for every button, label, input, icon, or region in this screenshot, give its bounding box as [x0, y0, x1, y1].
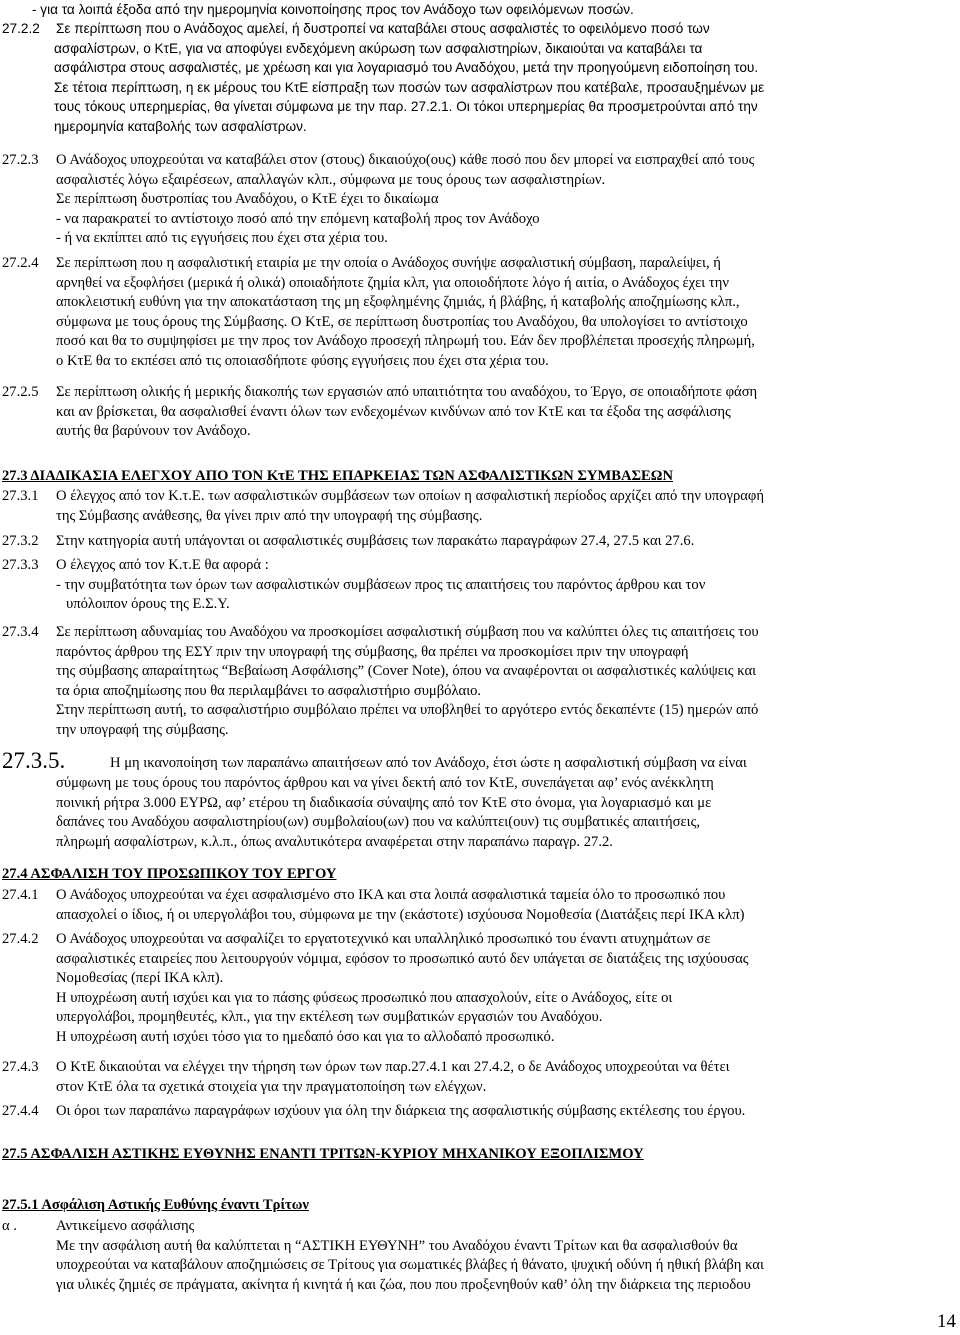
- text-line: Στην περίπτωση αυτή, το ασφαλιστήριο συμβόλαιο πρέπει να υποβληθεί το αργότερο εντός δεκαπέντε (15) ημερών από: [56, 702, 759, 719]
- text-line: παρόντος άρθρου της ΕΣΥ πριν την υπογραφή της σύμβασης, θα πρέπει να προσκομίσει πριν την υπογραφή: [56, 643, 689, 660]
- section-27-4-2: [2, 930, 950, 1048]
- text-line: τα όρια αποζημίωσης που θα περιλαμβάνει το ασφαλιστήριο συμβόλαιο.: [56, 682, 482, 699]
- text-line: υπεργολάβοι, προμηθευτές, κλπ., για την εκτέλεση των συμβατικών εργασιών του Αναδόχου.: [56, 1009, 603, 1026]
- text-line: Η υποχρέωση αυτή ισχύει τόσο για το ημεδαπό όσο και για το αλλοδαπό προσωπικό.: [56, 1028, 555, 1045]
- text-line: ποσό και θα το συμψηφίσει με την προς τον Ανάδοχο προσεχή πληρωμή του. Εάν δεν προβλέπεται προσεχής πληρωμή,: [56, 333, 755, 350]
- section-27-4-1: [2, 886, 950, 925]
- text-line: Οι όροι των παραπάνω παραγράφων ισχύουν για όλη την διάρκεια της ασφαλιστικής σύμβασης εκτέλεσης του έργου.: [56, 1103, 746, 1119]
- text-line: Ο Ανάδοχος υποχρεούται να ασφαλίζει το εργατοτεχνικό και υπαλληλικό προσωπικό του έναντι ατυχημάτων σε: [56, 931, 711, 947]
- text-line: - να παρακρατεί το αντίστοιχο ποσό από την επόμενη καταβολή προς τον Ανάδοχο: [56, 210, 540, 227]
- text-line: τους τόκους υπερημερίας, θα γίνεται σύμφωνα με την παρ. 27.2.1. Οι τόκοι υπερημερίας θα προσμετρούνται από την: [54, 99, 758, 115]
- text-line: Νομοθεσίας (περί ΙΚΑ κλπ).: [56, 970, 224, 987]
- section-27-2-2: [2, 19, 950, 137]
- text-line: Σε περίπτωση που η ασφαλιστική εταιρία με την οποία ο Ανάδοχος συνήψε ασφαλιστική σύμβαση, παραλείψει, ή: [56, 255, 721, 271]
- section-27-3-1: [2, 487, 950, 526]
- text-line: ποινική ρήτρα 3.000 ΕΥΡΩ, αφ’ ετέρου τη διαδικασία σύναψης από τον ΚτΕ στο όνομα, για λογαριασμό και με: [56, 794, 712, 811]
- text-line: Με την ασφάλιση αυτή θα καλύπτεται η “ΑΣΤΙΚΗ ΕΥΘΥΝΗ” του Αναδόχου έναντι Τρίτων και θα ασφαλισθούν θα: [56, 1237, 738, 1254]
- text-line: Αντικείμενο ασφάλισης: [56, 1218, 195, 1234]
- section-27-4-4: [2, 1102, 950, 1122]
- section-number: 27.2.4: [2, 255, 39, 271]
- text-line: Στην κατηγορία αυτή υπάγονται οι ασφαλιστικές συμβάσεις των παρακάτω παραγράφων 27.4, 27.5 και 27.6.: [56, 533, 695, 549]
- text-line: σύμφωνα με τους όρους της Σύμβασης. Ο ΚτΕ, σε περίπτωση δυστροπίας του Αναδόχου, θα υπολογίσει το αντίστοιχο: [56, 313, 748, 330]
- section-number: 27.3.3: [2, 557, 39, 573]
- text-line: Ο έλεγχος από τον Κ.τ.Ε. των ασφαλιστικών συμβάσεων των οποίων η ασφαλιστική περίοδος αρχίζει από την υπογραφή: [56, 488, 764, 504]
- text-line: αρνηθεί να εξοφλήσει (μερικά ή ολικά) οποιαδήποτε ζημία κλπ, για οποιοδήποτε λόγο ή αιτία, ο Ανάδοχος έχει την: [56, 274, 729, 291]
- text-line: υπόλοιπον όρους της Ε.Σ.Υ.: [66, 596, 230, 613]
- text-line: Σε τέτοια περίπτωση, η εκ μέρους του ΚτΕ είσπραξη των ποσών των ασφαλίστρων που κατέβαλε, προσαυξημένων με: [54, 79, 765, 95]
- section-number: 27.3.1: [2, 488, 39, 504]
- text-line: Η μη ικανοποίηση των παραπάνω απαιτήσεων από τον Ανάδοχο, έτσι ώστε η ασφαλιστική σύμβαση να είναι: [110, 755, 747, 772]
- text-line: της σύμβασης απαραίτητως “Βεβαίωση Ασφάλισης” (Cover Note), όπου να αναφέρονται οι ασφαλιστικές καλύψεις και: [56, 663, 757, 680]
- text-line: για υλικές ζημιές σε πράγματα, ακίνητα ή κινητά ή και ζώα, που που προξενηθούν καθ’ όλη την διάρκεια της περιοδου: [56, 1276, 751, 1293]
- text-line: ημερομηνία καταβολής των ασφαλίστρων.: [54, 118, 307, 134]
- text-line: αποκλειστική ευθύνη για την αποκατάσταση της μη εξοφλημένης ζημιάς, ή βλάβης, ή καταβολής αποζημίωσης κλπ.,: [56, 294, 740, 311]
- section-number: 27.2.2: [2, 21, 40, 36]
- text-line: Σε περίπτωση αδυναμίας του Αναδόχου να προσκομίσει ασφαλιστική σύμβαση που να καλύπτει όλες τις απαιτήσεις του: [56, 624, 759, 640]
- section-number: 27.4.1: [2, 887, 39, 903]
- section-27-3-2: [2, 532, 950, 552]
- text-line: Η υποχρέωση αυτή ισχύει και για το πάσης φύσεως προσωπικό που απασχολούν, είτε ο Ανάδοχος, είτε οι: [56, 989, 673, 1006]
- section-number: 27.3.4: [2, 624, 39, 640]
- section-number: 27.2.3: [2, 152, 39, 168]
- heading-27-4: 27.4 ΑΣΦΑΛΙΣΗ ΤΟΥ ΠΡΟΣΩΠΙΚΟΥ ΤΟΥ ΕΡΓΟΥ: [2, 866, 337, 882]
- text-line: ασφαλίστρων, ο ΚτΕ, για να αποφύγει ενδεχόμενη ακύρωση των ασφαλιστηρίων, δικαιούται να καταβάλει τα: [54, 40, 703, 56]
- text-line: Σε περίπτωση ολικής ή μερικής διακοπής των εργασιών από υπαιτιότητα του αναδόχου, το Έργο, σε οποιαδήποτε φάση: [56, 384, 758, 400]
- section-number: 27.4.2: [2, 931, 39, 947]
- subsection-letter: α .: [2, 1218, 17, 1234]
- text-line: - την συμβατότητα των όρων των ασφαλιστικών συμβάσεων προς τις απαιτήσεις του παρόντος άρθρου και τον: [56, 576, 706, 593]
- text-line: ασφάλιστρα στους ασφαλιστές, με χρέωση και για λογαριασμό του Αναδόχου, μετά την προηγούμενη ειδοποίηση του.: [54, 60, 759, 76]
- heading-27-5: 27.5 ΑΣΦΑΛΙΣΗ ΑΣΤΙΚΗΣ ΕΥΘΥΝΗΣ ΕΝΑΝΤΙ ΤΡΙΤΩΝ-ΚΥΡΙΟΥ ΜΗΧΑΝΙΚΟΥ ΕΞΟΠΛΙΣΜΟΥ: [2, 1146, 644, 1162]
- section-27-2-3: [2, 151, 950, 249]
- section-number: 27.3.2: [2, 533, 39, 549]
- top-continuation-line: - για τα λοιπά έξοδα από την ημερομηνία κοινοποίησης προς τον Ανάδοχο των οφειλόμενων ποσών.: [32, 2, 634, 17]
- text-line: πληρωμή ασφαλίστρων, κ.λ.π., όπως αναλυτικότερα αναφέρεται στην παραπάνω παραγρ. 27.2.: [56, 833, 613, 850]
- text-line: Ο Ανάδοχος υποχρεούται να έχει ασφαλισμένο στο ΙΚΑ και στα λοιπά ασφαλιστικά ταμεία όλο το προσωπικό που: [56, 887, 726, 903]
- section-27-4-3: [2, 1058, 950, 1097]
- text-line: ασφαλιστικές εταιρείες που λειτουργούν νόμιμα, εφόσον το προσωπικό αυτό δεν υπάγεται σε διατάξεις της ισχύουσας: [56, 950, 749, 967]
- section-number: 27.4.4: [2, 1103, 39, 1119]
- heading-27-5-1: 27.5.1 Ασφάλιση Αστικής Ευθύνης έναντι Τρίτων: [2, 1197, 309, 1213]
- text-line: - ή να εκπίπτει από τις εγγυήσεις που έχει στα χέρια του.: [56, 230, 388, 247]
- section-27-3-4: [2, 623, 950, 741]
- section-number: 27.4.3: [2, 1059, 39, 1075]
- text-line: Ο ΚτΕ δικαιούται να ελέγχει την τήρηση των όρων των παρ.27.4.1 και 27.4.2, ο δε Ανάδοχος υποχρεούται να θέτει: [56, 1059, 730, 1075]
- text-line: δαπάνες του Αναδόχου ασφαλιστηρίου(ων) συμβολαίου(ων) που να καλύπτει(ουν) τις συμβατικές απαιτήσεις,: [56, 814, 701, 831]
- text-line: υποχρεούται να καταβάλουν αποζημιώσεις σε Τρίτους για σωματικές βλάβες ή θάνατο, ψυχική οδύνη ή ηθική βλάβη και: [56, 1257, 764, 1274]
- text-line: Ο έλεγχος από τον Κ.τ.Ε θα αφορά :: [56, 557, 269, 573]
- text-line: και αν βρίσκεται, θα ασφαλισθεί έναντι όλων των ενδεχομένων κινδύνων από τον ΚτΕ και τα έξοδα της ασφάλισης: [56, 403, 731, 420]
- text-line: Σε περίπτωση που ο Ανάδοχος αμελεί, ή δυστροπεί να καταβάλει στους ασφαλιστές το οφειλόμενο ποσό των: [56, 21, 710, 36]
- section-27-3-5: [2, 748, 950, 852]
- text-line: Σε περίπτωση δυστροπίας του Αναδόχου, ο ΚτΕ έχει το δικαίωμα: [56, 191, 439, 208]
- text-line: ασφαλιστές λόγω εξαιρέσεων, απαλλαγών κλπ., σύμφωνα με τους όρους των ασφαλιστηρίων.: [56, 171, 606, 188]
- section-number: 27.3.5.: [2, 748, 66, 773]
- subsection-alpha: [2, 1217, 950, 1295]
- section-27-2-5: [2, 383, 950, 442]
- text-line: την υπογραφή της σύμβασης.: [56, 721, 229, 738]
- text-line: Ο Ανάδοχος υποχρεούται να καταβάλει στον (στους) δικαιούχο(ους) κάθε ποσό που δεν μπορεί να εισπραχθεί από τους: [56, 152, 755, 168]
- text-line: της Σύμβασης ανάθεσης, θα γίνει πριν από την υπογραφή της σύμβασης.: [56, 507, 483, 524]
- heading-27-3: 27.3 ΔΙΑΔΙΚΑΣΙΑ ΕΛΕΓΧΟΥ ΑΠΟ ΤΟΝ ΚτΕ ΤΗΣ ΕΠΑΡΚΕΙΑΣ ΤΩΝ ΑΣΦΑΛΙΣΤΙΚΩΝ ΣΥΜΒΑΣΕΩΝ: [2, 468, 673, 484]
- text-line: ο ΚτΕ θα το εκπέσει από τις οποιασδήποτε φύσης εγγυήσεις που έχει στα χέρια του.: [56, 352, 549, 369]
- text-line: αυτής θα βαρύνουν τον Ανάδοχο.: [56, 423, 251, 440]
- text-line: απασχολεί ο ίδιος, ή οι υπεργολάβοι του, σύμφωνα με την (εκάστοτε) ισχύουσα Νομοθεσία (Διατάξεις περί ΙΚΑ κλπ): [56, 906, 745, 923]
- section-27-2-4: [2, 254, 950, 372]
- text-line: στον ΚτΕ όλα τα σχετικά στοιχεία για την πραγματοποίηση των ελέγχων.: [56, 1078, 487, 1095]
- section-number: 27.2.5: [2, 384, 39, 400]
- section-27-3-3: [2, 556, 950, 615]
- text-line: σύμφωνη με τους όρους του παρόντος άρθρου και να γίνει δεκτή από τον ΚτΕ, συνεπάγεται αφ’ ενός ανέκκλητη: [56, 775, 714, 791]
- page-number: 14: [937, 1311, 956, 1332]
